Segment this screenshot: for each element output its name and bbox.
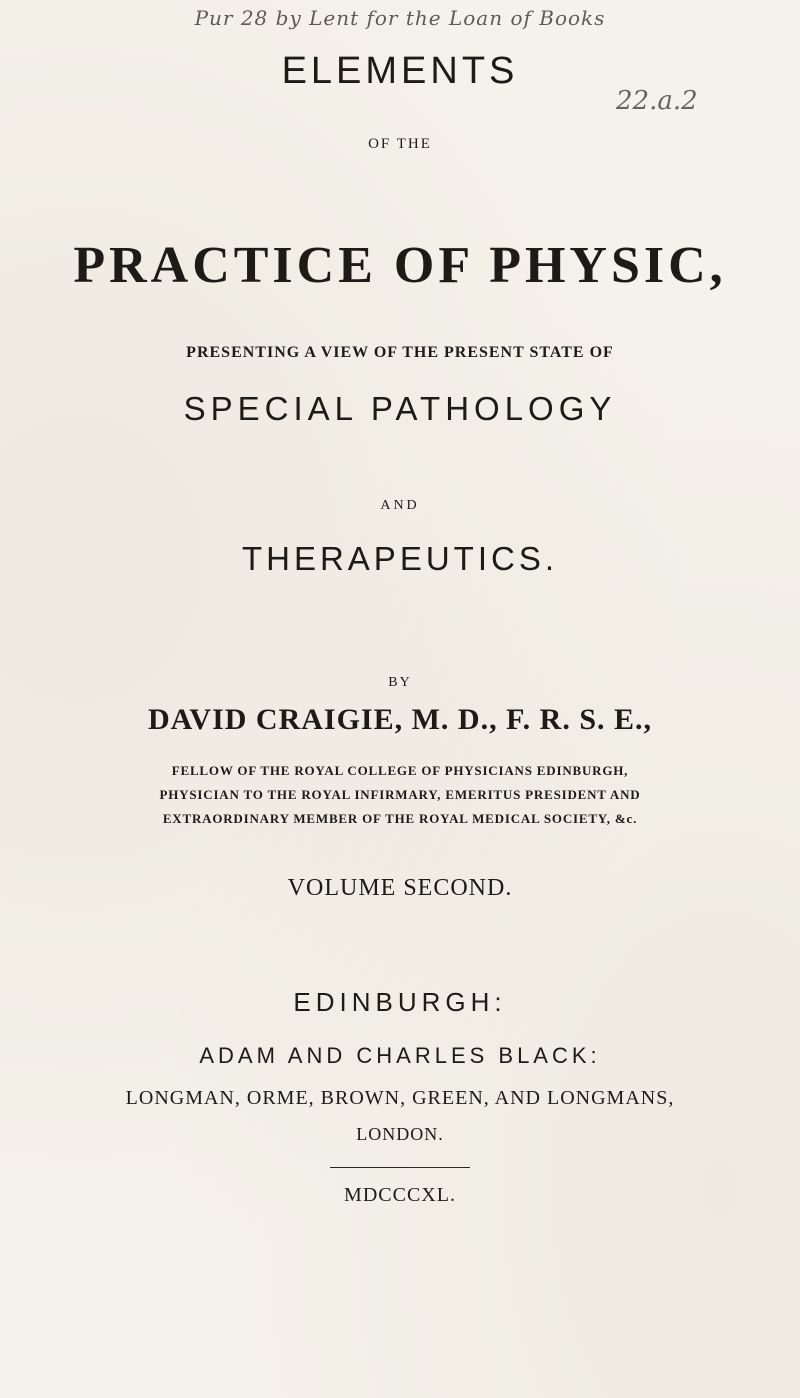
publisher-line: LONDON.: [356, 1124, 444, 1144]
publisher-line: LONGMAN, ORME, BROWN, GREEN, AND LONGMANS,: [125, 1087, 675, 1109]
author-credential: PHYSICIAN TO THE ROYAL INFIRMARY, EMERITUS PRESIDENT AND: [159, 787, 641, 802]
author-credential: FELLOW OF THE ROYAL COLLEGE OF PHYSICIANS EDINBURGH,: [171, 763, 629, 778]
volume-label: VOLUME SECOND.: [287, 875, 513, 901]
imprint-rule: [330, 1167, 470, 1168]
subtitle-therapeutics: THERAPEUTICS.: [241, 540, 559, 577]
of-the-line: OF THE: [368, 136, 432, 152]
handwritten-inscription: Pur 28 by Lent for the Loan of Books: [194, 6, 606, 30]
subtitle-presenting: PRESENTING A VIEW OF THE PRESENT STATE OF: [186, 344, 614, 361]
by-line: BY: [388, 675, 412, 690]
author-name: DAVID CRAIGIE, M. D., F. R. S. E.,: [147, 703, 653, 736]
subtitle-and: AND: [380, 498, 420, 513]
main-title: PRACTICE OF PHYSIC,: [73, 237, 727, 294]
subtitle-special-pathology: SPECIAL PATHOLOGY: [183, 390, 617, 427]
imprint-date: MDCCCXL.: [344, 1184, 456, 1206]
publisher-line: ADAM AND CHARLES BLACK:: [199, 1043, 601, 1068]
author-credential: EXTRAORDINARY MEMBER OF THE ROYAL MEDICAL SOCIETY, &c.: [162, 811, 638, 826]
handwritten-shelfmark: 22.a.2: [616, 86, 698, 116]
heading-elements: ELEMENTS: [281, 50, 519, 92]
imprint-city: EDINBURGH:: [293, 987, 507, 1017]
